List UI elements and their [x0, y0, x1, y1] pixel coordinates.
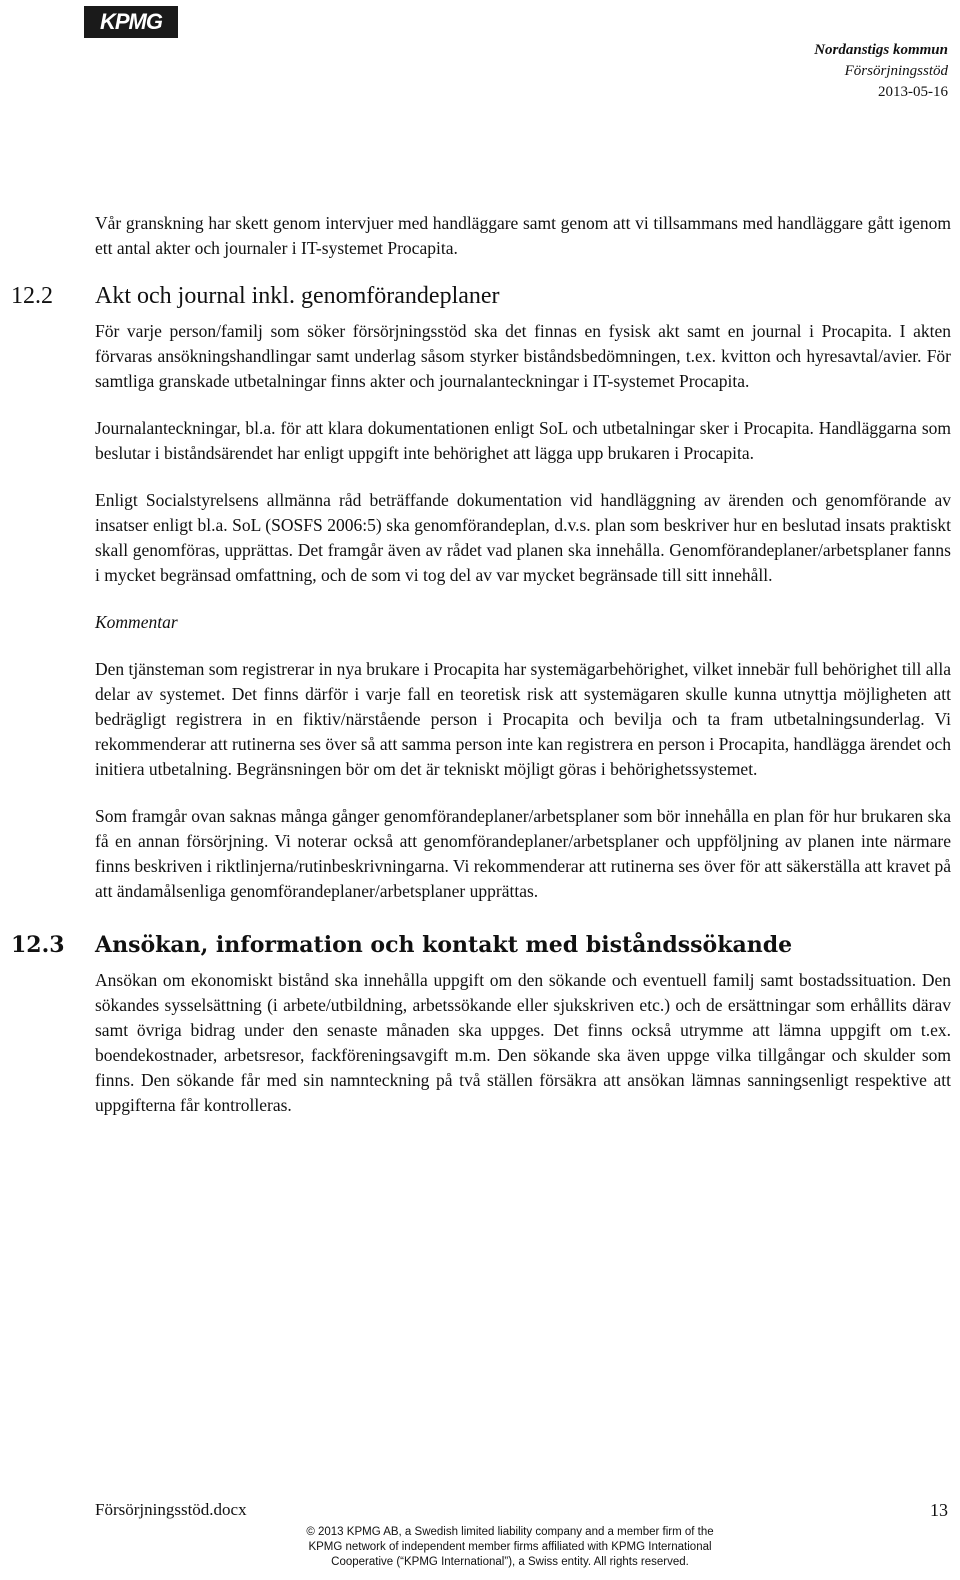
- header-subject: Försörjningsstöd: [844, 63, 948, 79]
- section-heading-12-2: [11, 281, 951, 311]
- section-number: 12.2: [11, 283, 53, 309]
- comment-label: Kommentar: [95, 612, 178, 632]
- paragraph: För varje person/familj som söker försörjningsstöd ska det finnas en fysisk akt samt en journal i Procapita. I akten förvaras ansökningshandlingar samt underlag såsom styrker biståndsbedömningen, t.ex. kvitton och hyresavtal/avier. För samtliga granskade utbetalningar finns akter och journalanteckningar i IT-systemet Procapita.: [95, 321, 951, 391]
- comment-paragraph: Som framgår ovan saknas många gånger genomförandeplaner/arbetsplaner som bör innehålla en plan för hur brukaren ska få en annan försörjning. Vi noterar också att genomförandeplaner/arbetsplaner och uppföljning av planen inte närmare finns beskriven i riktlinjerna/rutinbeskrivningarna. Vi rekommenderar att rutinerna ses över för att säkerställa att kravet på att ändamålsenliga genomförandeplaner/arbetsplaner upprättas.: [95, 806, 951, 901]
- comment-paragraph: Den tjänsteman som registrerar in nya brukare i Procapita har systemägarbehörighet, vilket innebär full behörighet till alla delar av systemet. Det finns därför i varje fall en teoretisk risk att systemägaren skulle kunna utnyttja möjligheten att bedrägligt registrera in en fiktiv/närstående person i Procapita och bevilja och ta fram utbetalningsunderlag. Vi rekommenderar att rutinerna ses över så att samma person inte kan registrera en person i Procapita, handlägga ärendet och initiera utbetalning. Begränsningen bör om det är tekniskt möjligt göras i behörighetssystemet.: [95, 659, 951, 779]
- header-date: 2013-05-16: [878, 84, 948, 100]
- copyright-line: KPMG network of independent member firms affiliated with KPMG International: [308, 1541, 712, 1553]
- page-number: 13: [930, 1500, 948, 1520]
- footer-filename: Försörjningsstöd.docx: [95, 1500, 247, 1519]
- paragraph: Ansökan om ekonomiskt bistånd ska innehålla uppgift om den sökande och eventuell familj samt bostadssituation. Den sökandes sysselsättning (i arbete/utbildning, arbetssökande eller sjukskriven etc.) och de ersättningar som erhållits därav samt övriga bidrag under den senaste månaden ska uppges. Det finns också utrymme att lämna uppgift om t.ex. boendekostnader, arbetsresor, fackföreningsavgift m.m. Den sökande ska även uppge vilka tillgångar och skulder som finns. Den sökande får med sin namnteckning på två ställen försäkra att ansökan lämnas sanningsenligt respektive att uppgifterna får kontrolleras.: [95, 970, 951, 1115]
- copyright-line: Cooperative (“KPMG International”), a Swiss entity. All rights reserved.: [331, 1556, 689, 1568]
- section-number: 12.3: [11, 932, 65, 958]
- document-body: [11, 211, 951, 1118]
- document-header: [814, 40, 948, 103]
- section-title: Akt och journal inkl. genomförandeplaner: [95, 283, 500, 309]
- footer-copyright: [290, 1525, 730, 1570]
- kpmg-logo: KPMG: [84, 6, 178, 38]
- copyright-line: © 2013 KPMG AB, a Swedish limited liability company and a member firm of the: [306, 1526, 714, 1538]
- section-title: Ansökan, information och kontakt med biståndssökande: [95, 932, 793, 958]
- section-heading-12-3: [11, 930, 951, 960]
- intro-paragraph: Vår granskning har skett genom intervjuer med handläggare samt genom att vi tillsammans med handläggare gått igenom ett antal akter och journaler i IT-systemet Procapita.: [95, 213, 951, 258]
- paragraph: Journalanteckningar, bl.a. för att klara dokumentationen enligt SoL och utbetalningar sker i Procapita. Handläggarna som beslutar i biståndsärendet har enligt uppgift inte behörighet att lägga upp brukaren i Procapita.: [95, 418, 951, 463]
- header-organization: Nordanstigs kommun: [814, 42, 948, 58]
- paragraph: Enligt Socialstyrelsens allmänna råd beträffande dokumentation vid handläggning av ärenden och genomförande av insatser enligt bl.a. SoL (SOSFS 2006:5) ska genomförandeplan, d.v.s. plan som beskriver hur en beslutad insats praktiskt skall genomföras, upprättas. Det framgår även av rådet vad planen ska innehålla. Genomförandeplaner/arbetsplaner fanns i mycket begränsad omfattning, och de som vi tog del av var mycket begränsade till sitt innehåll.: [95, 490, 951, 585]
